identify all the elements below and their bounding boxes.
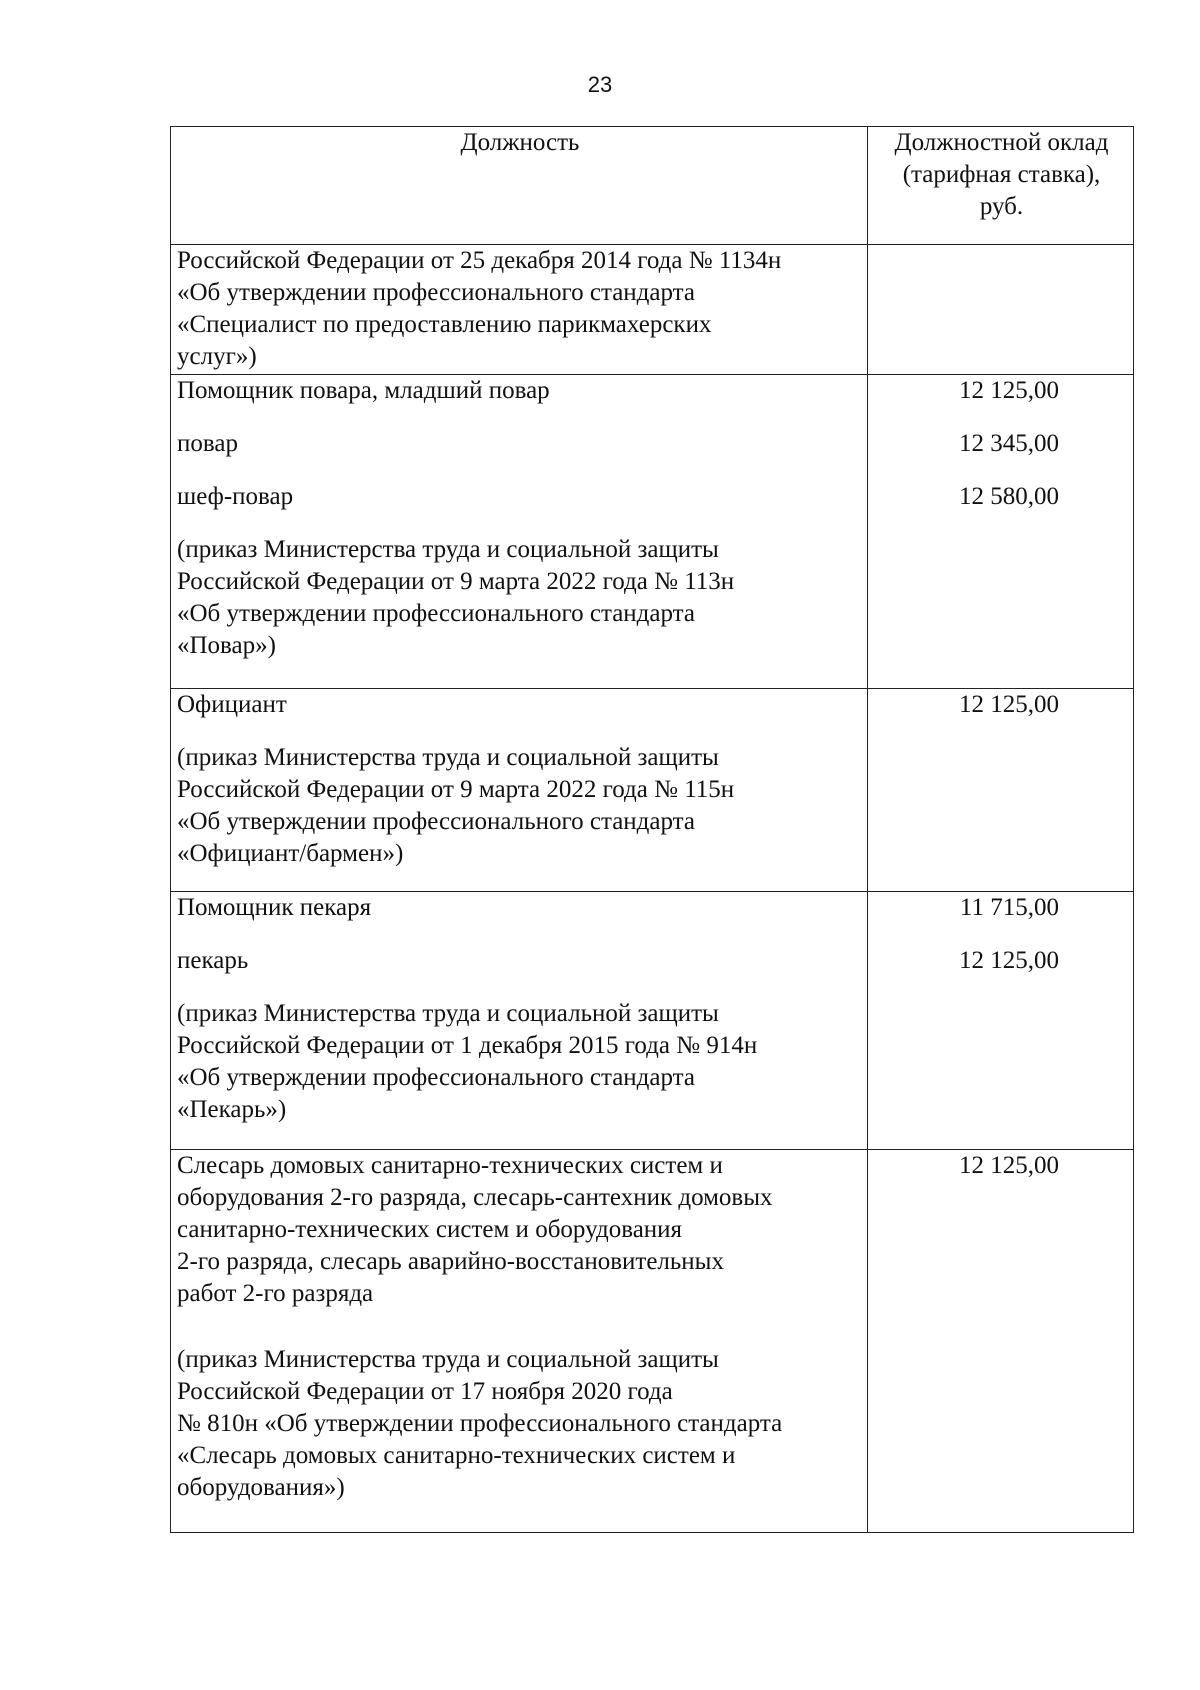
salary-value: 12 125,00 [959, 947, 1059, 974]
position-cell [171, 375, 868, 689]
order-line: «Специалист по предоставлению парикмахерских [177, 311, 712, 338]
position-cell [171, 689, 868, 892]
position-title: Слесарь домовых санитарно-технических систем и [177, 1152, 723, 1179]
position-cell [171, 245, 868, 375]
salary-value: 12 345,00 [959, 430, 1059, 457]
order-line: «Слесарь домовых санитарно-технических систем и [177, 1442, 736, 1469]
position-title: Официант [177, 691, 287, 718]
salary-table [170, 126, 1134, 1533]
salary-cell [868, 245, 1134, 375]
table-row [171, 1150, 1134, 1533]
order-line: «Пекарь») [177, 1096, 287, 1123]
order-line: Российской Федерации от 9 марта 2022 года № 113н [177, 568, 735, 595]
position-title: 2-го разряда, слесарь аварийно-восстановительных [177, 1248, 724, 1275]
order-line: «Повар») [177, 632, 276, 659]
header-salary-line: (тарифная ставка), [902, 161, 1101, 188]
position-title: шеф-повар [177, 483, 294, 510]
order-line: оборудования») [177, 1474, 345, 1501]
salary-value: 11 715,00 [959, 894, 1059, 921]
table-row [171, 689, 1134, 892]
order-line: «Об утверждении профессионального стандарта [177, 808, 695, 835]
salary-cell [868, 1150, 1134, 1533]
position-cell [171, 1150, 868, 1533]
order-line: № 810н «Об утверждении профессионального стандарта [177, 1410, 783, 1437]
salary-value: 12 125,00 [959, 691, 1059, 718]
order-line: (приказ Министерства труда и социальной защиты [177, 536, 719, 563]
header-salary-line: руб. [979, 193, 1024, 220]
position-title: Помощник повара, младший повар [177, 377, 550, 404]
order-line: «Об утверждении профессионального стандарта [177, 279, 695, 306]
page-number: 23 [587, 72, 613, 97]
salary-cell [868, 892, 1134, 1150]
table-row [171, 245, 1134, 375]
order-line: (приказ Министерства труда и социальной защиты [177, 744, 719, 771]
order-line: (приказ Министерства труда и социальной защиты [177, 1000, 719, 1027]
header-salary-line: Должностной оклад [894, 129, 1109, 156]
position-title: Помощник пекаря [177, 894, 372, 921]
order-line: «Об утверждении профессионального стандарта [177, 600, 695, 627]
order-line: Российской Федерации от 1 декабря 2015 года № 914н [177, 1032, 758, 1059]
order-line: «Об утверждении профессионального стандарта [177, 1064, 695, 1091]
salary-cell [868, 375, 1134, 689]
table-header-row [171, 127, 1134, 245]
order-line: Российской Федерации от 17 ноября 2020 года [177, 1378, 673, 1405]
order-line: услуг») [177, 343, 257, 370]
position-title: пекарь [177, 947, 249, 974]
order-line: «Официант/бармен») [177, 840, 404, 867]
order-line: Российской Федерации от 9 марта 2022 года № 115н [177, 776, 735, 803]
salary-cell [868, 689, 1134, 892]
position-title: оборудования 2-го разряда, слесарь-сантехник домовых [177, 1184, 773, 1211]
position-cell [171, 892, 868, 1150]
salary-value: 12 125,00 [959, 1152, 1059, 1179]
header-position: Должность [171, 127, 868, 245]
position-title: работ 2-го разряда [177, 1280, 374, 1307]
position-title: санитарно-технических систем и оборудования [177, 1216, 683, 1243]
salary-value: 12 580,00 [959, 483, 1059, 510]
table-row [171, 892, 1134, 1150]
header-salary [868, 127, 1134, 245]
table-row [171, 375, 1134, 689]
position-title: повар [177, 430, 238, 457]
order-line: Российской Федерации от 25 декабря 2014 года № 1134н [177, 247, 782, 274]
salary-value: 12 125,00 [959, 377, 1059, 404]
order-line: (приказ Министерства труда и социальной защиты [177, 1346, 719, 1373]
